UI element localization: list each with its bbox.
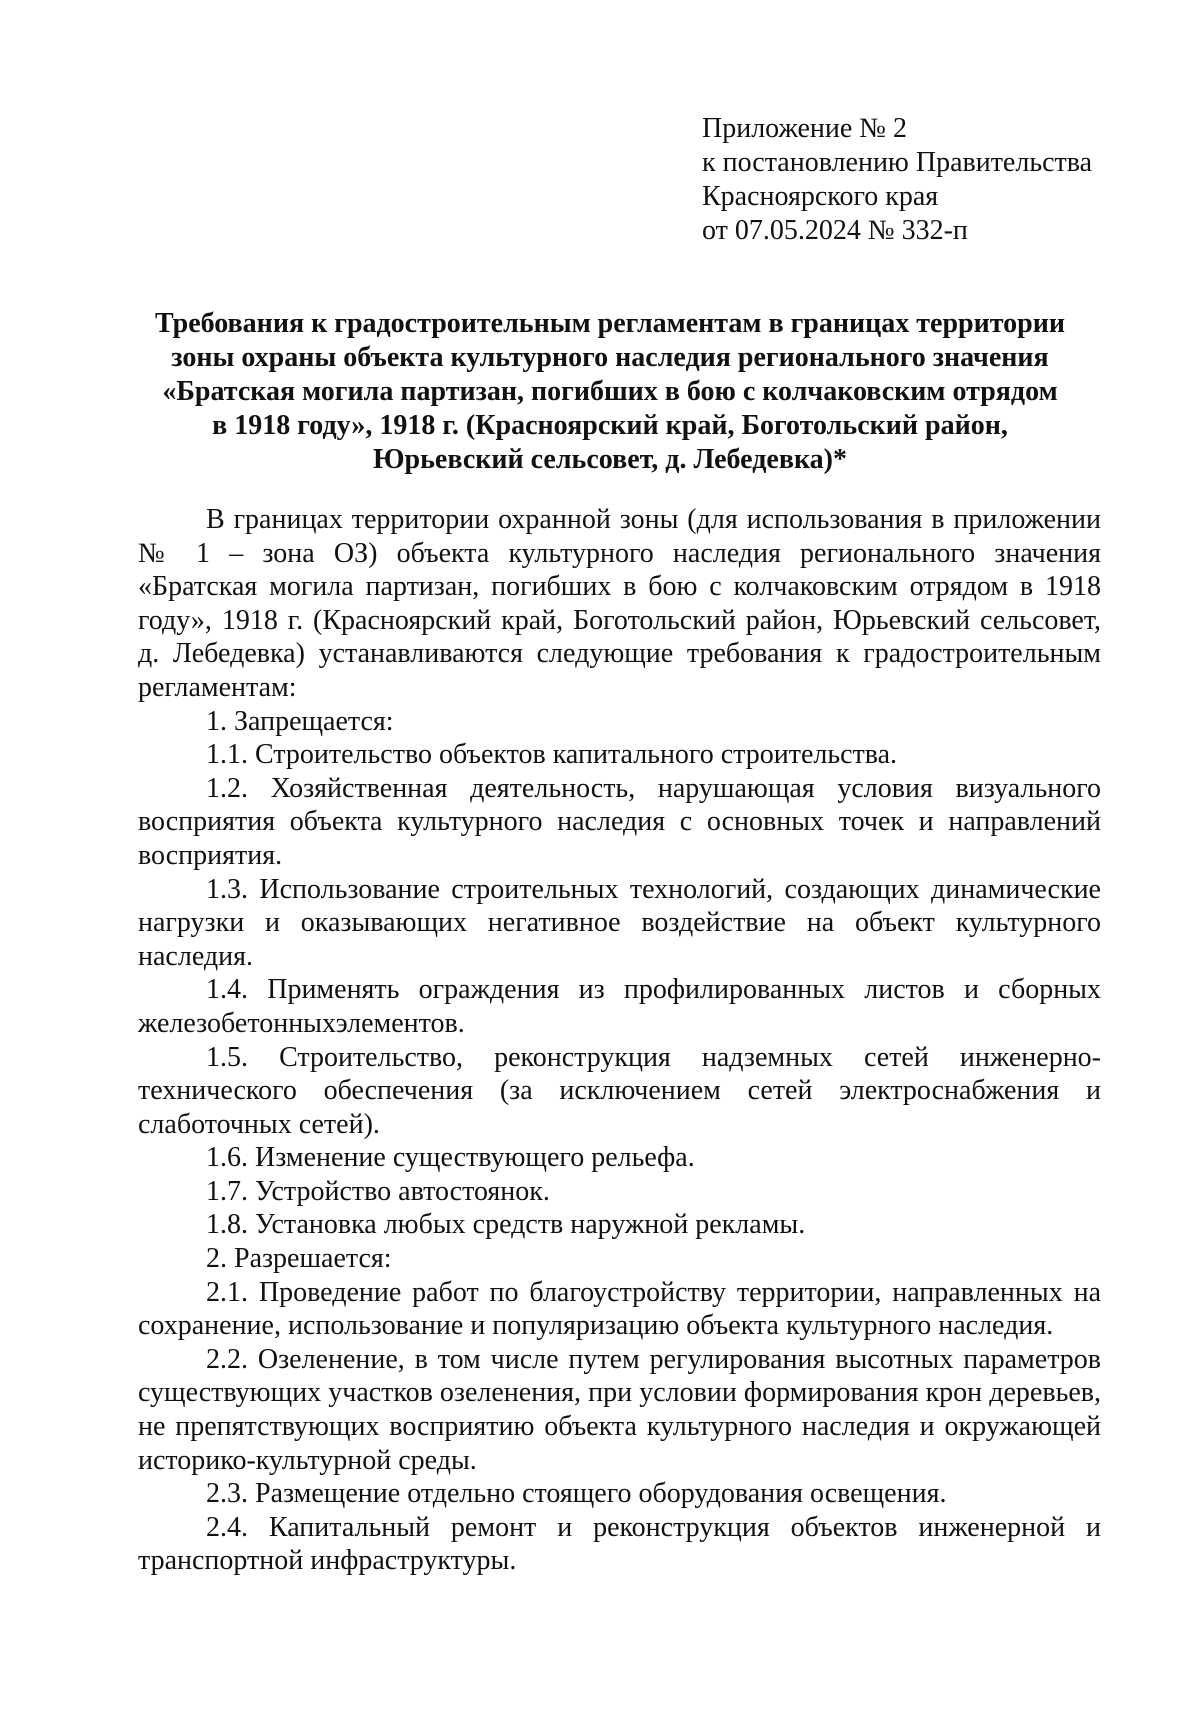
title-line: Юрьевский сельсовет, д. Лебедевка)* xyxy=(373,444,847,475)
title-line: зоны охраны объекта культурного наследия регионального значения xyxy=(171,342,1049,373)
clause-1-3: 1.3. Использование строительных технологий, создающих динамические нагрузки и оказывающих негативное воздействие на объект культурного наследия. xyxy=(138,873,1101,972)
clause-2-1: 2.1. Проведение работ по благоустройству территории, направленных на сохранение, использование и популяризацию объекта культурного наследия. xyxy=(138,1276,1101,1342)
clause-2-3: 2.3. Размещение отдельно стоящего оборудования освещения. xyxy=(206,1478,947,1510)
annex-date-number: от 07.05.2024 № 332-п xyxy=(702,215,968,246)
annex-header xyxy=(702,112,1172,248)
document-body xyxy=(138,503,1101,1578)
section-permitted-heading: 2. Разрешается: xyxy=(206,1243,392,1275)
clause-1-8: 1.8. Установка любых средств наружной рекламы. xyxy=(206,1209,806,1241)
clause-2-4: 2.4. Капитальный ремонт и реконструкция объектов инженерной и транспортной инфраструктуры. xyxy=(138,1511,1101,1577)
clause-1-1: 1.1. Строительство объектов капитального строительства. xyxy=(206,739,898,771)
title-line: в 1918 году», 1918 г. (Красноярский край, Боготольский район, xyxy=(212,410,1008,441)
annex-number: Приложение № 2 xyxy=(702,113,907,144)
intro-paragraph: В границах территории охранной зоны (для использования в приложении № 1 – зона ОЗ) объекта культурного наследия регионального значения «Братская могила партизан, погибших в бою с колчаковским отрядом в 1918 году», 1918 г. (Красноярский край, Боготольский район, Юрьевский сельсовет, д. Лебедевка) устанавливаются следующие требования к градостроительным регламентам: xyxy=(138,504,1101,703)
clause-1-7: 1.7. Устройство автостоянок. xyxy=(206,1175,550,1207)
clause-1-2: 1.2. Хозяйственная деятельность, нарушающая условия визуального восприятия объекта культурного наследия с основных точек и направлений восприятия. xyxy=(138,772,1101,871)
title-line: «Братская могила партизан, погибших в бою с колчаковским отрядом xyxy=(162,376,1058,407)
annex-decree-ref: к постановлению Правительства xyxy=(702,147,1093,178)
clause-1-5: 1.5. Строительство, реконструкция надземных сетей инженерно-технического обеспечения (за исключением сетей электроснабжения и слаботочных сетей). xyxy=(138,1041,1101,1140)
document-title xyxy=(110,307,1110,477)
title-line: Требования к градостроительным регламентам в границах территории xyxy=(155,308,1065,339)
clause-2-2: 2.2. Озеленение, в том числе путем регулирования высотных параметров существующих участков озеленения, при условии формирования крон деревьев, не препятствующих восприятию объекта культурного наследия и окружающей историко-культурной среды. xyxy=(138,1343,1101,1476)
clause-1-6: 1.6. Изменение существующего рельефа. xyxy=(206,1142,695,1174)
clause-1-4: 1.4. Применять ограждения из профилированных листов и сборных железобетонныхэлементов. xyxy=(138,974,1101,1039)
annex-region: Красноярского края xyxy=(702,181,939,212)
section-prohibited-heading: 1. Запрещается: xyxy=(206,705,394,737)
